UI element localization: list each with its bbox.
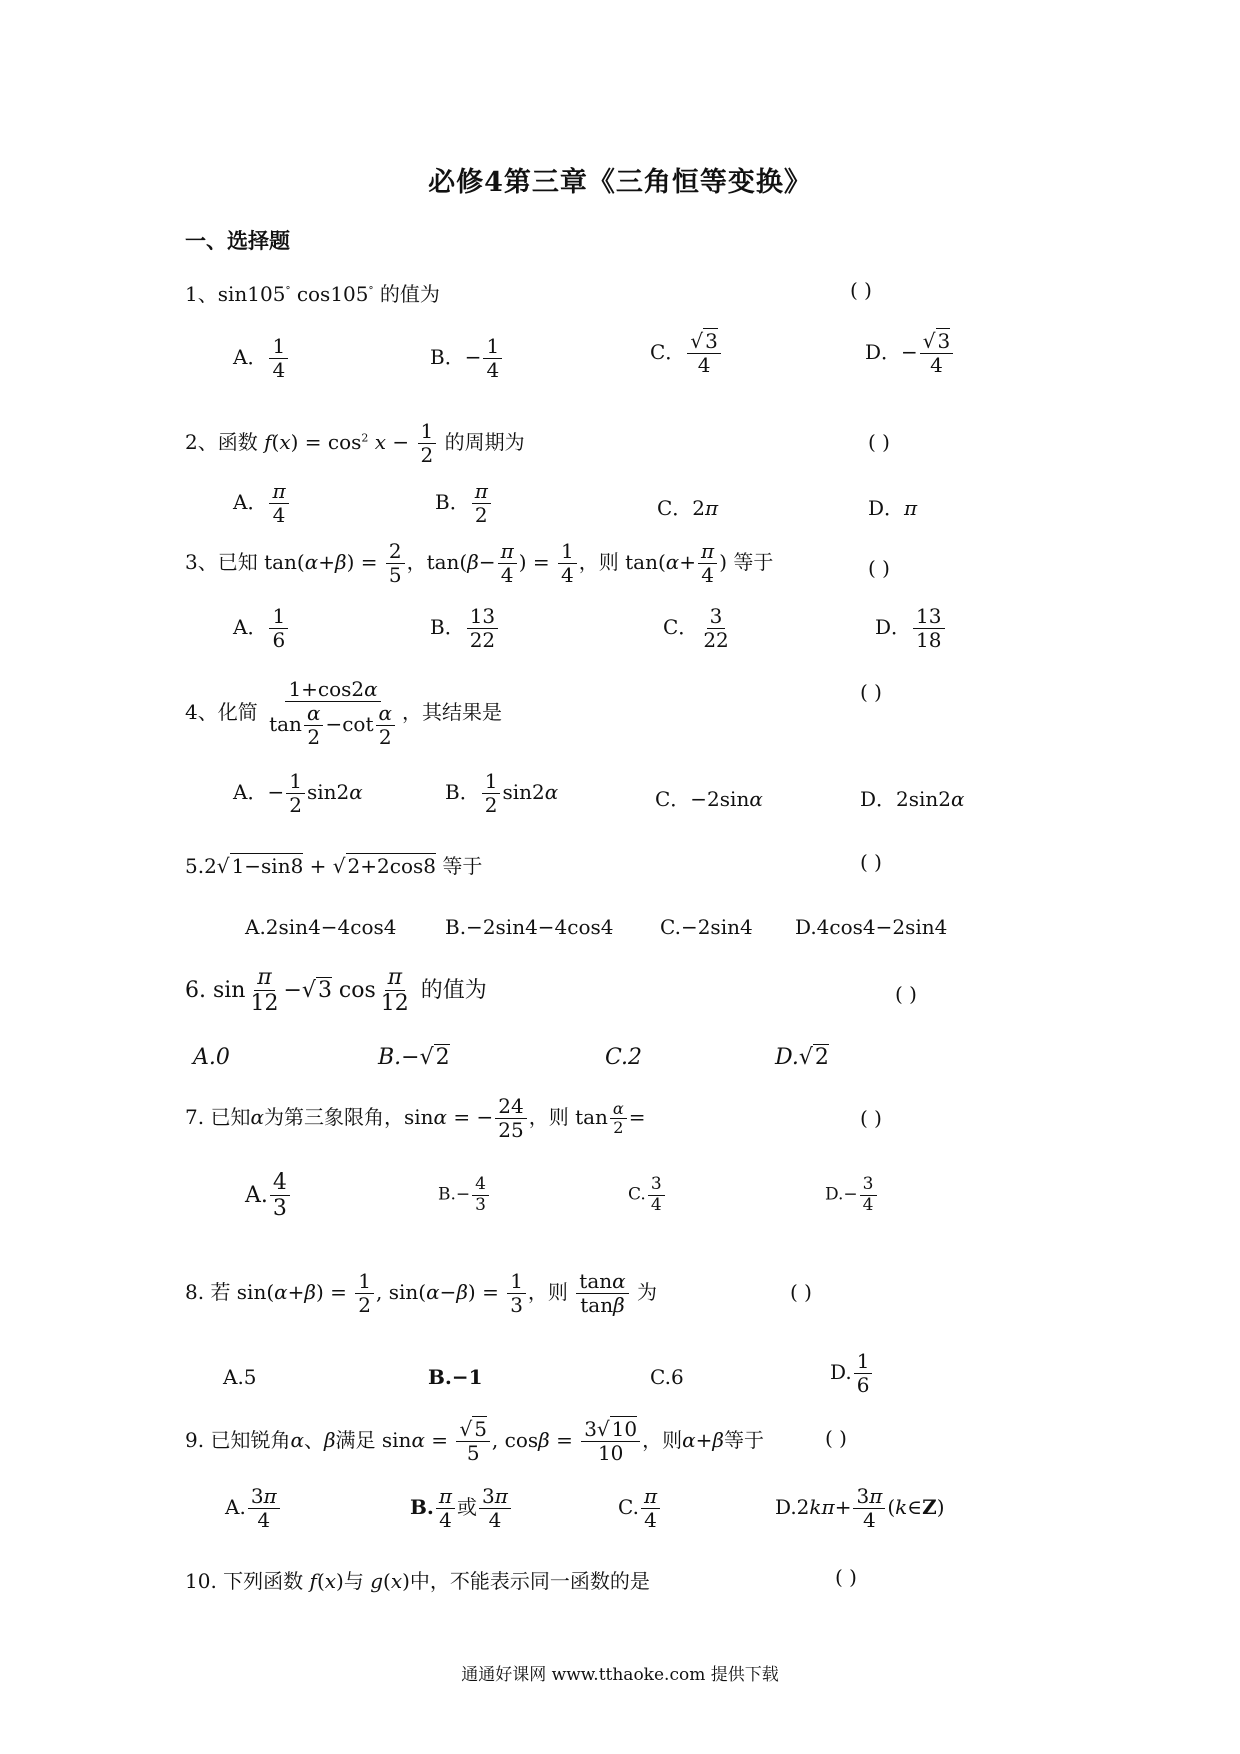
- q2-option-b[interactable]: B． $\frac{\pi}{2}$: [435, 480, 493, 527]
- q5-option-a[interactable]: A.2sin4−4cos4: [245, 915, 397, 939]
- q9-option-c[interactable]: C. $\frac{\pi}{4}$: [618, 1485, 662, 1532]
- q4-option-c[interactable]: C．−2sinα: [655, 787, 763, 811]
- q9-option-a[interactable]: A. $\frac{3\pi}{4}$: [225, 1485, 282, 1532]
- q3-option-c[interactable]: C． $\frac{3}{22}$: [663, 604, 729, 652]
- q7-option-c[interactable]: C. $\frac{3}{4}$: [628, 1175, 667, 1215]
- question-7-stem: 7. 已知α为第三象限角，sinα = − $\frac{24}{25}$ ，则 tan $\frac{\alpha}{2}$ =: [185, 1094, 646, 1142]
- q6-option-d[interactable]: D.√2: [775, 1045, 829, 1070]
- q1-option-d[interactable]: D．− $\frac{√ 3}{4}$: [865, 330, 955, 377]
- q4-option-b[interactable]: B． $\frac{1}{2}$ sin2α: [445, 769, 559, 817]
- q5-option-c[interactable]: C.−2sin4: [660, 915, 753, 939]
- question-8-stem: 8. 若 sin(α+β) = $\frac{1}{2}$ , sin(α−β) = $\frac{1}{3}$ ，则 $\frac{\tan\alpha}{\tan\beta}$ 为: [185, 1269, 657, 1317]
- q3-option-b[interactable]: B． $\frac{13}{22}$: [430, 605, 500, 652]
- q3-option-a[interactable]: A． $\frac{1}{6}$: [233, 605, 290, 652]
- q2-option-c[interactable]: C．2π: [657, 496, 719, 520]
- q3-option-d[interactable]: D． $\frac{13}{18}$: [875, 605, 947, 652]
- question-9-stem: 9. 已知锐角α、β满足 sinα = $\frac{√ 5}{5}$ , cosβ = $\frac{3√ 10}{10}$ ，则α+β等于: [185, 1417, 764, 1465]
- q5-option-b[interactable]: B.−2sin4−4cos4: [445, 915, 614, 939]
- answer-blank-3[interactable]: ( ): [868, 556, 890, 580]
- question-5-stem: 5.2√ 1−sin8 + √ 2+2cos8 等于: [185, 854, 483, 878]
- q4-option-d[interactable]: D．2sin2α: [860, 787, 965, 811]
- q9-option-d[interactable]: D.2kπ+ $\frac{3\pi}{4}$ (k∈Z): [775, 1484, 945, 1532]
- page-title: 必修4第三章《三角恒等变换》: [428, 167, 812, 198]
- question-10-stem: 10. 下列函数 f(x)与 g(x)中，不能表示同一函数的是: [185, 1569, 650, 1593]
- q6-option-a[interactable]: A.0: [193, 1045, 230, 1070]
- q2-option-d[interactable]: D．π: [868, 496, 918, 520]
- q4-option-a[interactable]: A．− $\frac{1}{2}$ sin2α: [233, 769, 363, 817]
- answer-blank-4[interactable]: ( ): [860, 680, 882, 704]
- q6-option-c[interactable]: C.2: [605, 1045, 643, 1070]
- question-1-stem-text: 1、sin105° cos105° 的值为: [185, 282, 440, 306]
- answer-blank-9[interactable]: ( ): [825, 1426, 847, 1450]
- q7-option-d[interactable]: D.− $\frac{3}{4}$: [825, 1175, 879, 1215]
- q5-option-d[interactable]: D.4cos4−2sin4: [795, 915, 948, 939]
- q8-option-d[interactable]: D. $\frac{1}{6}$: [830, 1350, 874, 1397]
- answer-blank-2[interactable]: ( ): [868, 430, 890, 454]
- question-4-stem: 4、化简 1+cos2α tan $\frac{\alpha}{2}$ −cot $\frac{\alpha}{2}$ ，其结果是: [185, 677, 503, 749]
- q8-option-c[interactable]: C.6: [650, 1365, 684, 1389]
- q1-option-b[interactable]: B．− $\frac{1}{4}$: [430, 335, 504, 382]
- q9-option-b[interactable]: B. $\frac{\pi}{4}$ 或 $\frac{3\pi}{4}$: [410, 1485, 513, 1532]
- answer-blank-6[interactable]: ( ): [895, 982, 917, 1006]
- answer-blank-8[interactable]: ( ): [790, 1280, 812, 1304]
- q2-option-a[interactable]: A． $\frac{\pi}{4}$: [233, 480, 291, 527]
- section-heading: 一、选择题: [185, 228, 290, 253]
- answer-blank-10[interactable]: ( ): [835, 1565, 857, 1589]
- q1-option-c[interactable]: C． $\frac{√ 3}{4}$: [650, 330, 723, 377]
- q7-option-b[interactable]: B.− $\frac{4}{3}$: [438, 1175, 491, 1215]
- answer-blank-5[interactable]: ( ): [860, 850, 882, 874]
- question-6-stem: 6. sin $\frac{\pi}{12}$ −√3 cos $\frac{\pi}{12}$ 的值为: [185, 965, 487, 1017]
- q8-option-b[interactable]: B.−1: [428, 1365, 483, 1389]
- question-2-stem: 2、函数 $f(x) = \cos^2 x$ − $\frac{1}{2}$ 的周期为: [185, 419, 525, 467]
- page-footer: 通通好课网 www.tthaoke.com 提供下载: [461, 1665, 779, 1685]
- answer-blank-7[interactable]: ( ): [860, 1106, 882, 1130]
- q7-option-a[interactable]: A. $\frac{4}{3}$: [245, 1170, 292, 1222]
- answer-blank-1[interactable]: ( ): [850, 278, 872, 302]
- question-1-stem: [185, 278, 440, 307]
- q8-option-a[interactable]: A.5: [223, 1365, 257, 1389]
- q6-option-b[interactable]: B.−√2: [378, 1045, 450, 1070]
- question-3-stem: 3、已知 tan(α+β) = $\frac{2}{5}$ ，tan(β− $\frac{\pi}{4}$ ) = $\frac{1}{4}$ ，则 tan(α+ $\frac{\pi}{4}$ ) 等于: [185, 539, 774, 587]
- q1-option-a[interactable]: A． $\frac{1}{4}$: [233, 335, 290, 382]
